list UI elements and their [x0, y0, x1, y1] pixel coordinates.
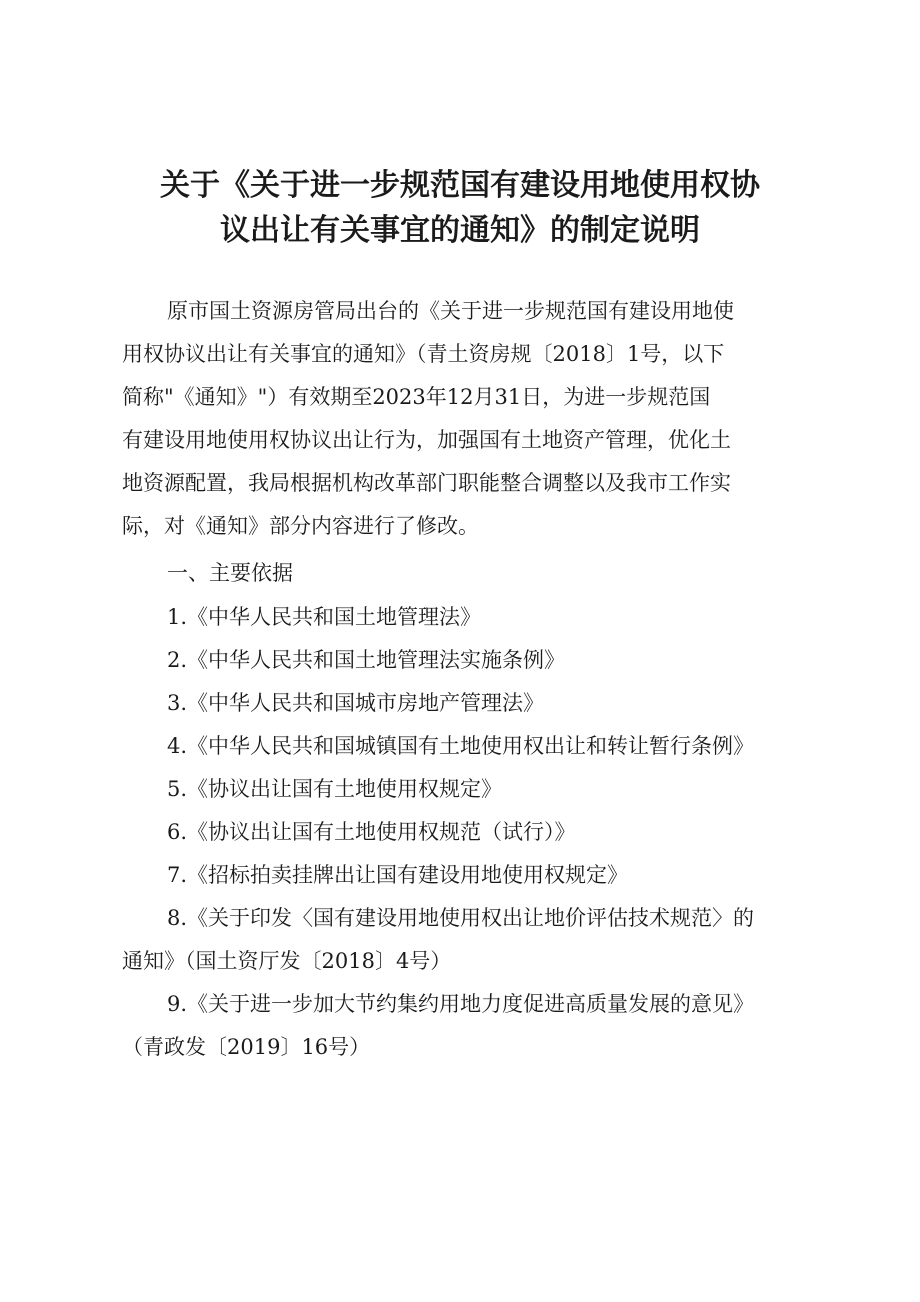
document-title-line-2: 议出让有关事宜的通知》的制定说明 — [220, 213, 700, 248]
intro-line-3: 简称"《通知》"）有效期至2023年12月31日，为进一步规范国 — [122, 385, 711, 409]
basis-item-1: 1.《中华人民共和国土地管理法》 — [167, 605, 482, 629]
basis-item-9: 9.《关于进一步加大节约集约用地力度促进高质量发展的意见》 — [167, 992, 755, 1016]
basis-item-9-continued: （青政发〔2019〕16号） — [122, 1035, 371, 1059]
basis-item-8-continued: 通知》（国土资厅发〔2018〕4号） — [122, 949, 452, 973]
document-title-line-1: 关于《关于进一步规范国有建设用地使用权协 — [160, 168, 760, 203]
basis-item-4: 4.《中华人民共和国城镇国有土地使用权出让和转让暂行条例》 — [167, 734, 755, 758]
basis-item-2: 2.《中华人民共和国土地管理法实施条例》 — [167, 648, 566, 672]
basis-item-3: 3.《中华人民共和国城市房地产管理法》 — [167, 691, 545, 715]
intro-line-2: 用权协议出让有关事宜的通知》（青土资房规〔2018〕1号，以下 — [122, 342, 725, 366]
intro-line-1: 原市国土资源房管局出台的《关于进一步规范国有建设用地使 — [167, 299, 734, 323]
basis-item-7: 7.《招标拍卖挂牌出让国有建设用地使用权规定》 — [167, 863, 629, 887]
basis-item-5: 5.《协议出让国有土地使用权规定》 — [167, 777, 503, 801]
intro-line-4: 有建设用地使用权协议出让行为，加强国有土地资产管理，优化土 — [122, 428, 731, 452]
intro-line-5: 地资源配置，我局根据机构改革部门职能整合调整以及我市工作实 — [122, 471, 731, 495]
section-heading: 一、主要依据 — [167, 561, 293, 585]
basis-item-8: 8.《关于印发〈国有建设用地使用权出让地价评估技术规范〉的 — [167, 906, 755, 930]
intro-line-6: 际，对《通知》部分内容进行了修改。 — [122, 514, 479, 538]
basis-item-6: 6.《协议出让国有土地使用权规范（试行）》 — [167, 820, 576, 844]
